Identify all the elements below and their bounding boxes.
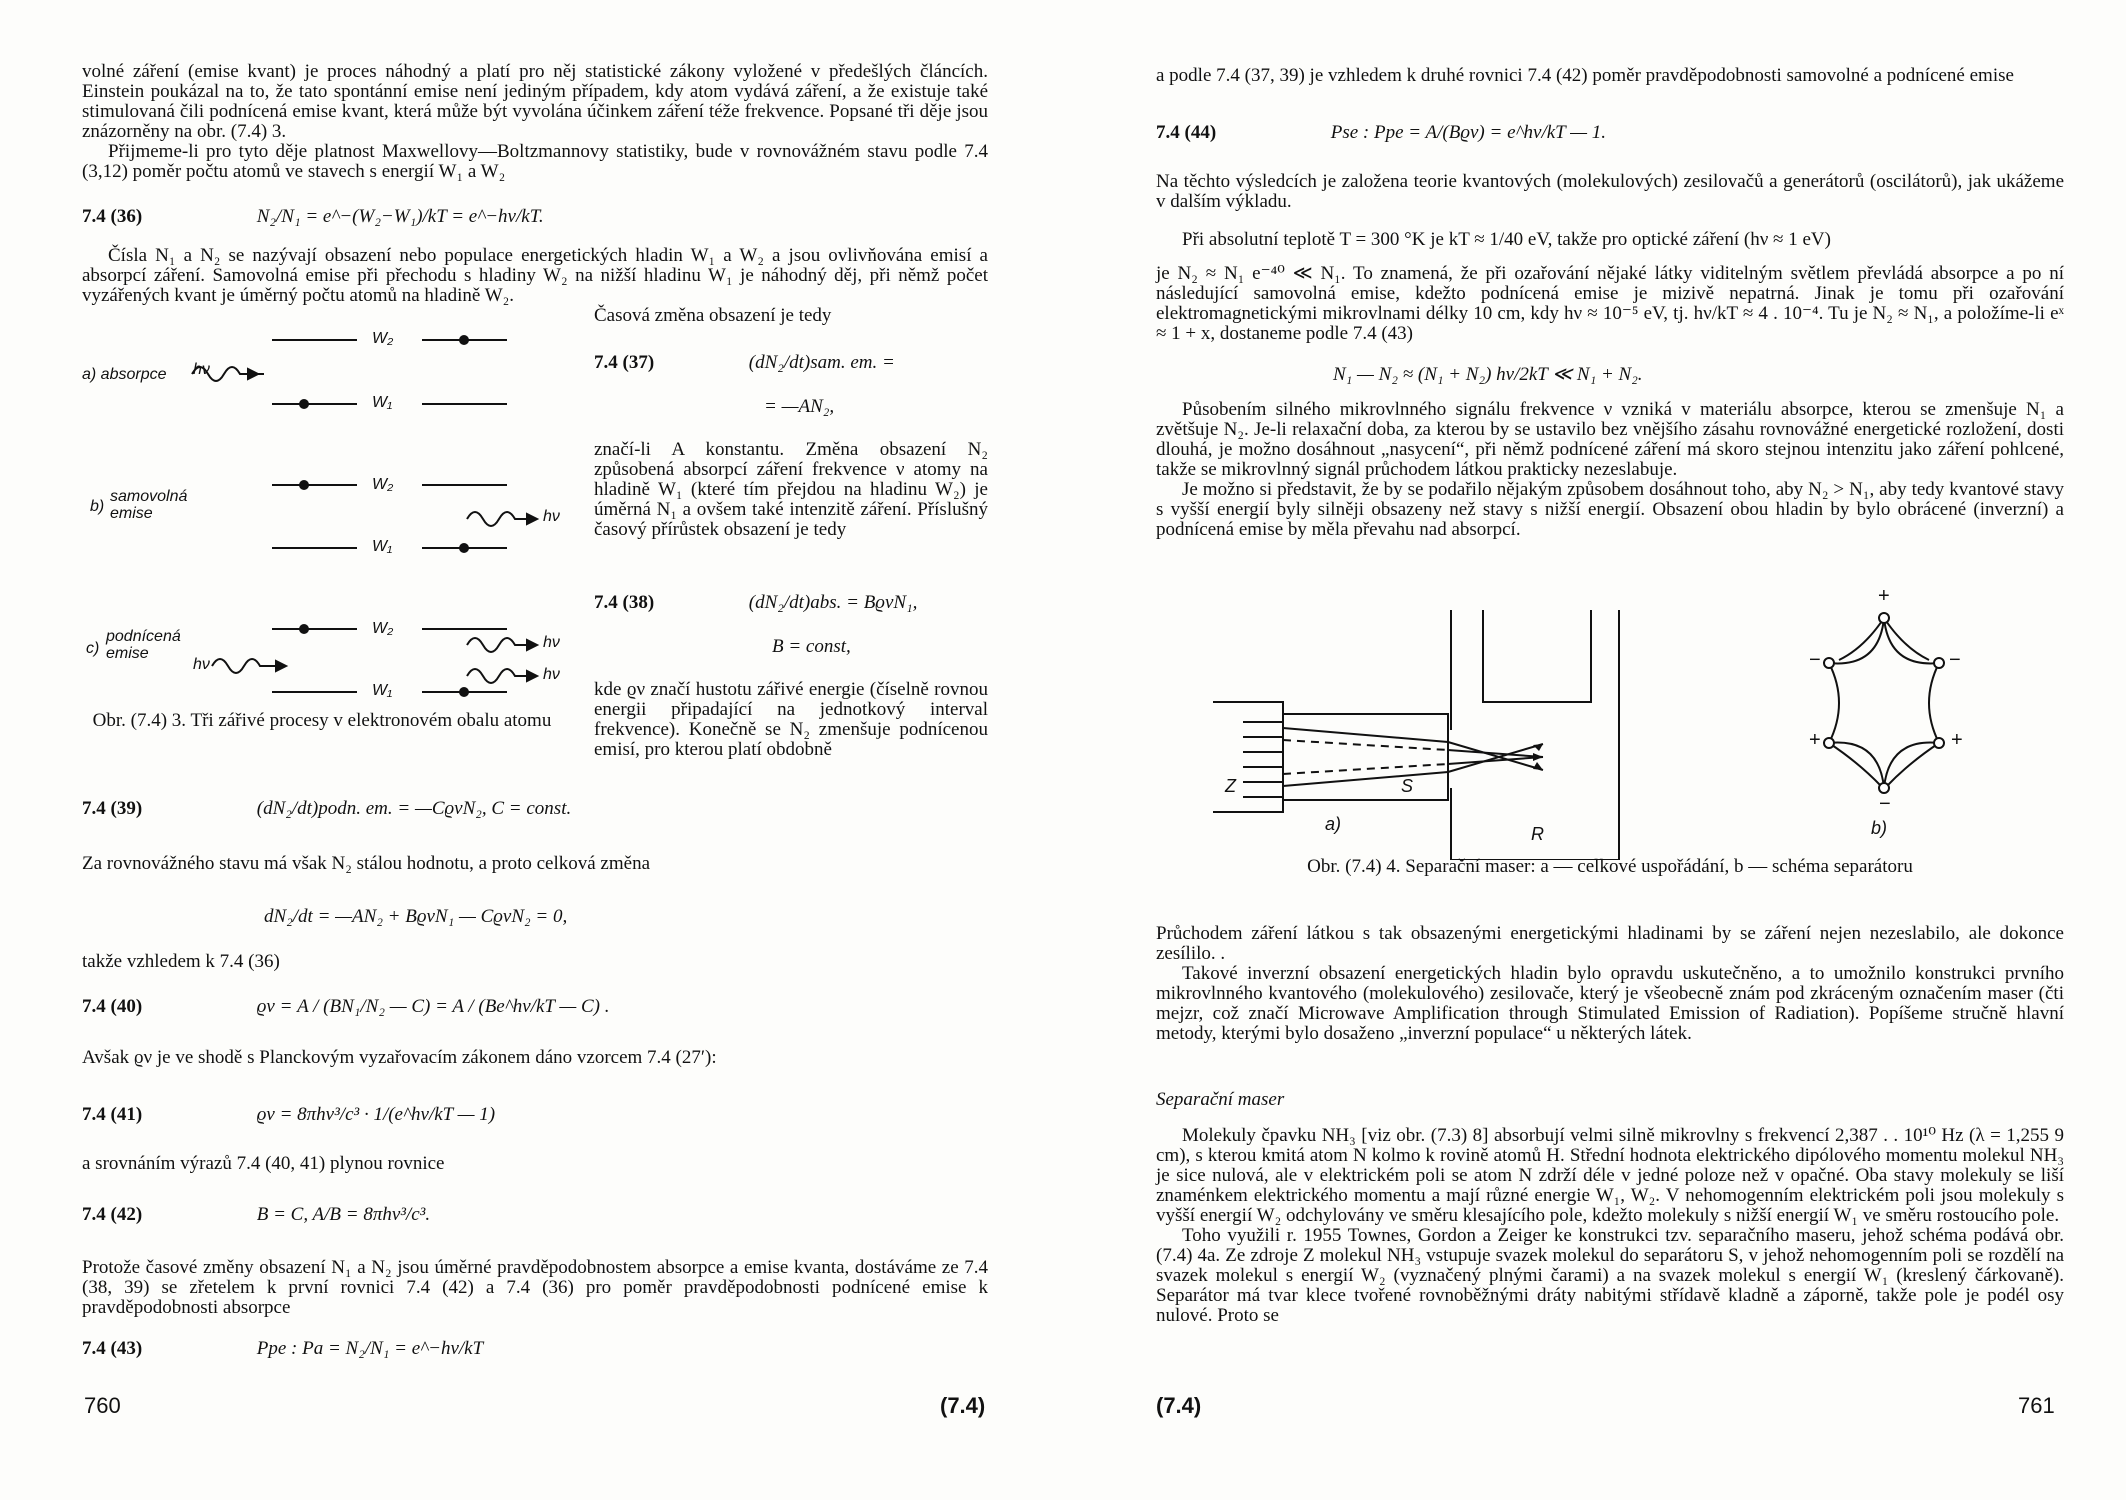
field-line: [1839, 618, 1884, 660]
equation-number: 7.4 (44): [1156, 122, 1217, 143]
equation-number: 7.4 (36): [82, 206, 143, 227]
right-para-3: Při absolutní teplotě T = 300 °K je kT ≈ 1/40 eV, takže pro optické záření (hν ≈ 1 eV): [1182, 229, 1831, 250]
arrow-icon: [527, 514, 537, 524]
arrow-icon: [276, 661, 286, 671]
right-para-2-block: [1156, 172, 2064, 212]
equation-expression: (dN₂/dt)podn. em. = —CϱνN₂, C = const.: [256, 798, 572, 819]
fig3-label-c1: podnícená: [106, 628, 181, 645]
equation-number: 7.4 (38): [594, 592, 655, 613]
atom-dot: [459, 335, 469, 345]
wire-plus-dot: [1879, 613, 1889, 623]
beam-solid-line: [1283, 728, 1448, 742]
equation-number: 7.4 (40): [82, 996, 143, 1017]
equation-43: [82, 1338, 483, 1360]
left-intro-block: [82, 62, 988, 182]
left-side-column-3: [594, 680, 988, 760]
equation-number: 7.4 (41): [82, 1104, 143, 1125]
beam-solid-line: [1283, 772, 1448, 786]
left-side-column-2: [594, 440, 988, 540]
photon-wave-icon: [467, 512, 535, 526]
atom-dot: [299, 399, 309, 409]
right-para-7: Průchodem záření látkou s tak obsazenými energetickými hladinami by se záření nejen nezeslabilo, ale dokonce zesílilo. .: [1156, 923, 2064, 964]
equation-expression: ϱν = 8πhν³/c³ · 1/(e^hν/kT — 1): [256, 1104, 496, 1125]
fig3-label-b1: samovolná: [110, 488, 188, 505]
right-para-9-block: [1156, 1126, 2064, 1326]
right-para-6: Je možno si představit, že by se podařilo nějakým způsobem dosáhnout toho, aby N₂ > N₁, aby tedy kvantové stavy s vyšší energií byly silněji obsazeny než stavy s nižší energií. Obsazení obou hladin by bylo obrácené (inverzní) a podnícená emise by měla převahu nad absorpcí.: [1156, 479, 2064, 540]
left-para-3b: Časová změna obsazení je tedy: [594, 305, 832, 326]
left-para-4: značí-li A konstantu. Změna obsazení N₂ způsobená absorpcí záření frekvence ν atomy na hladině W₁ (které tím přejdou na hladinu W₂) je úměrná N₁ a ovšem také intenzitě záření. Příslušný časový přírůstek obsazení je tedy: [594, 439, 988, 540]
fig3-label-c-letter: c): [86, 640, 100, 657]
equation-44: [1156, 122, 1606, 144]
arrow-icon: [1533, 762, 1543, 770]
fig4b-plus-left: +: [1809, 729, 1821, 751]
page-number-left: 760: [84, 1393, 121, 1418]
wire-plus-dot: [1824, 738, 1834, 748]
left-side-column: [594, 306, 988, 326]
right-para-1: a podle 7.4 (37, 39) je vzhledem k druhé rovnici 7.4 (42) poměr pravděpodobnosti samovolné a podnícené emise: [1156, 65, 2014, 86]
equation-42: [82, 1204, 430, 1226]
right-para-4-block: [1156, 264, 2064, 344]
equation-expression: (dN₂/dt)sam. em. =: [748, 352, 895, 373]
wire-plus-dot: [1934, 738, 1944, 748]
fig3-label-a: a) absorpce: [82, 366, 167, 383]
separator-field-lines: [1829, 618, 1939, 788]
left-para-8-block: [82, 1048, 988, 1068]
field-line: [1887, 743, 1939, 786]
left-para-6: Za rovnovážného stavu má však N₂ stálou hodnotu, a proto celková změna: [82, 853, 651, 874]
equation-number: 7.4 (37): [594, 352, 655, 373]
right-para-5: Působením silného mikrovlnného signálu frekvence ν vzniká v materiálu absorpce, kterou se zmenšuje N₁ a zvětšuje N₂. Je-li relaxační doba, za kterou by se ustavilo bez vnějšího zásahu rovnovážné energetické rozložení, dosti dlouhá, je možno dosáhnout „nasycení“, při němž podnícené záření má skoro stejnou intenzitu jako záření pohlcené, takže se mikrovlnný signál průchodem látkou prakticky nezeslabuje.: [1156, 399, 2064, 480]
fig4b-minus-left: −: [1809, 649, 1821, 671]
fig3-w1-label: W₁: [372, 682, 393, 699]
atom-dot: [299, 624, 309, 634]
equation-37: [594, 352, 895, 374]
right-page: [1063, 0, 2126, 1500]
right-para-10: Toho využili r. 1955 Townes, Gordon a Zeiger ke konstrukci tzv. separačního maseru, jehož schéma podává obr. (7.4) 4a. Ze zdroje Z molekul NH₃ vstupuje svazek molekul do separátoru S, v jehož nehomogenním poli se rozdělí na svazek molekul s energií W₂ (vyznačený plnými čarami) a na svazek molekul s energií W₁ (kreslený čárkovaně). Separátor má tvar klece tvořené rovnoběžnými dráty nabitými střídavě kladně a záporně, takže pole je podél osy nulové. Proto se: [1156, 1225, 2064, 1326]
photon-wave-icon: [467, 638, 535, 652]
fig4b-minus-bottom: −: [1879, 793, 1891, 815]
field-line: [1884, 618, 1929, 660]
beam-dashed-line: [1283, 764, 1448, 774]
figure-4-caption: Obr. (7.4) 4. Separační maser: a — celkové uspořádání, b — schéma separátoru: [1307, 856, 1913, 877]
left-populace-block: [82, 246, 988, 306]
equation-population-difference: N₁ — N₂ ≈ (N₁ + N₂) hν/2kT ≪ N₁ + N₂.: [1333, 364, 1643, 385]
left-para-6-block: [82, 854, 988, 874]
left-para-1: volné záření (emise kvant) je proces náhodný a platí pro něj statistické zákony vyložené v předešlých článcích. Einstein poukázal na to, že tato spontánní emise není jediným případem, kdy atom vydává záření, a že existuje také stimulovaná čili podnícená emise kvant, která může být vyvolána účinkem záření téže frekvence. Popsané tři děje jsou znázorněny na obr. (7.4) 3.: [82, 61, 988, 142]
fig3-w2-label: W₂: [372, 620, 394, 637]
arrow-icon: [248, 369, 258, 379]
fig3-hv-label: hν: [193, 361, 210, 378]
fig4-label-b: b): [1871, 818, 1888, 838]
left-para-5: kde ϱν značí hustotu zářivé energie (číselně rovnou energii připadající na jednotkový interval frekvence). Konečně se N₂ zmenšuje podnícenou emisí, pro kterou platí obdobně: [594, 679, 988, 760]
right-para-8: Takové inverzní obsazení energetických hladin bylo opravdu uskutečněno, a to umožnilo konstrukci prvního mikrovlnného kvantového (molekulového) zesilovače, který je všeobecně znám pod zkráceným označením maser (čti mejzr, což značí Microwave Amplification through Stimulated Emission of Radiation). Popíšeme stručně hlavní metody, kterými bylo dosaženo „inverzní populace“ u některých látek.: [1156, 963, 2064, 1044]
left-para-7: takže vzhledem k 7.4 (36): [82, 951, 280, 972]
fig4-label-a: a): [1325, 814, 1342, 834]
equation-40: [82, 996, 610, 1018]
figure-4b-separator-schema: [1769, 585, 1999, 818]
equation-expression: ϱν = A / (BN₁/N₂ — C) = A / (Be^hν/kT — C) .: [256, 996, 610, 1017]
equation-number: 7.4 (43): [82, 1338, 143, 1359]
fig3-label-b2: emise: [110, 505, 153, 522]
left-para-3: Čísla N₁ a N₂ se nazývají obsazení nebo populace energetických hladin W₁ a W₂ a jsou ovlivňována emisí a absorpcí záření. Samovolná emise při přechodu s hladiny W₂ na nižší hladinu W₁ je náhodný děj, při němž počet vyzářených kvant je úměrný počtu atomů na hladině W₂.: [82, 245, 988, 306]
section-marker-right: (7.4): [1156, 1393, 1202, 1418]
figure-4a-maser-arrangement: [1213, 610, 1733, 860]
fig3-w2-label: W₂: [372, 476, 394, 493]
section-heading: Separační maser: [1156, 1089, 1285, 1110]
fig4b-plus-top: +: [1878, 585, 1890, 607]
fig3-hv-label: hν: [543, 666, 560, 683]
fig3-hv-label: hν: [543, 508, 560, 525]
right-para-2: Na těchto výsledcích je založena teorie kvantových (molekulových) zesilovačů a generátorů (oscilátorů), jak ukážeme v dalším výkladu.: [1156, 171, 2064, 212]
fig3-w1-label: W₁: [372, 394, 393, 411]
left-para-8: Avšak ϱν je ve shodě s Planckovým vyzařovacím zákonem dáno vzorcem 7.4 (27′):: [82, 1047, 717, 1068]
equation-expression: B = C, A/B = 8πhν³/c³.: [256, 1204, 431, 1225]
fig4-label-r: R: [1531, 824, 1544, 844]
right-para-4: je N₂ ≈ N₁ e⁻⁴⁰ ≪ N₁. To znamená, že při ozařování nějaké látky viditelným světlem převládá absorpce a po ní následující samovolná emise, kdežto podnícená emise je mizivě nepatrná. Jinak je tomu při ozařování elektromagnetickými mikrovlnami délky 10 cm, kdy hν ≈ 10⁻⁵ eV, tj. hν/kT ≈ 4 . 10⁻⁴. Tu je N₂ ≈ N₁, a položíme-li eˣ ≈ 1 + x, dostaneme podle 7.4 (43): [1156, 263, 2064, 344]
atom-dot: [459, 687, 469, 697]
equation-38-continuation: B = const,: [772, 636, 851, 657]
beam-dashed-line: [1283, 740, 1448, 750]
right-para-7-block: [1156, 924, 2064, 1044]
right-para-5-block: [1156, 400, 2064, 540]
wire-minus-dot: [1934, 658, 1944, 668]
equation-number: 7.4 (39): [82, 798, 143, 819]
field-line: [1829, 743, 1881, 786]
fig3-label-c2: emise: [106, 645, 149, 662]
fig4b-plus-right: +: [1951, 729, 1963, 751]
resonator-r-outline: [1451, 610, 1619, 860]
atom-dot: [459, 543, 469, 553]
fig3-hv-label: hν: [193, 656, 210, 673]
left-para-10-block: [82, 1258, 988, 1318]
equation-38: [594, 592, 917, 614]
photon-wave-icon: [212, 659, 284, 673]
fig4-label-z: Z: [1225, 776, 1236, 796]
arrow-icon: [1533, 753, 1543, 761]
resonator-inner-wall: [1483, 610, 1591, 702]
left-para-2: Přijmeme-li pro tyto děje platnost Maxwellovy—Boltzmannovy statistiky, bude v rovnovážném stavu podle 7.4 (3,12) poměr počtu atomů ve stavech s energií W₁ a W₂: [82, 141, 988, 182]
left-para-9-block: [82, 1154, 988, 1174]
equation-expression: N₂/N₁ = e^−(W₂−W₁)/kT = e^−hν/kT.: [256, 206, 544, 227]
equation-expression: Ppe : Pa = N₂/N₁ = e^−hν/kT: [256, 1338, 484, 1359]
equation-number: 7.4 (42): [82, 1204, 143, 1225]
equation-expression: (dN₂/dt)abs. = BϱνN₁,: [748, 592, 918, 613]
equation-balance: dN₂/dt = —AN₂ + BϱνN₁ — CϱνN₂ = 0,: [264, 906, 568, 927]
figure-3-caption: Obr. (7.4) 3. Tři zářivé procesy v elektronovém obalu atomu: [92, 710, 552, 731]
arrow-icon: [527, 671, 537, 681]
wire-minus-dot: [1879, 783, 1889, 793]
arrow-icon: [527, 640, 537, 650]
fig4b-minus-right: −: [1949, 649, 1961, 671]
section-marker-left: (7.4): [940, 1393, 986, 1418]
equation-37-continuation: = —AN₂,: [764, 396, 835, 417]
right-para-3-block: [1156, 230, 2064, 250]
photon-wave-icon: [467, 669, 535, 683]
fig3-label-b-letter: b): [90, 498, 105, 515]
left-para-7-block: [82, 952, 988, 972]
fig4-label-s: S: [1401, 776, 1414, 796]
left-para-9: a srovnáním výrazů 7.4 (40, 41) plynou rovnice: [82, 1153, 445, 1174]
fig3-hv-label: hν: [543, 634, 560, 651]
atom-dot: [299, 480, 309, 490]
source-z-outline: [1213, 702, 1283, 812]
separator-s-outline: [1283, 714, 1448, 800]
left-para-10: Protože časové změny obsazení N₁ a N₂ jsou úměrné pravděpodobnostem absorpce a emise kvanta, dostáváme ze 7.4 (38, 39) se zřetelem k první rovnici 7.4 (42) a 7.4 (36) pro poměr pravděpodobnosti podnícené emise k pravděpodobnosti absorpce: [82, 1257, 988, 1318]
right-para-9: Molekuly čpavku NH₃ [viz obr. (7.3) 8] absorbují velmi silně mikrovlny s frekvencí 2,387 . . 10¹⁰ Hz (λ = 1,255 9 cm), s kterou kmitá atom N kolmo k rovině atomů H. Střední hodnota elektrického dipólového momentu molekul NH₃ je sice nulová, ale v elektrickém poli se atom N zdrží déle v jedné poloze než v opačné. Oba stavy molekuly se liší znaménkem elektrického momentu a mají různé energie W₁, W₂. V nehomogenním elektrickém poli jsou molekuly s vyšší energií W₂ odchylovány ve směru klesajícího pole, kdežto molekuly s nižší energií W₁ ve směru rostoucího pole.: [1156, 1125, 2064, 1226]
wire-minus-dot: [1824, 658, 1834, 668]
page-number-right: 761: [2018, 1393, 2055, 1418]
fig3-w1-label: W₁: [372, 538, 393, 555]
equation-39: [82, 798, 571, 820]
fig3-w2-label: W₂: [372, 330, 394, 347]
equation-expression: Pse : Ppe = A/(Bϱν) = e^hν/kT — 1.: [1330, 122, 1607, 143]
equation-41: [82, 1104, 495, 1126]
right-intro-block: [1156, 66, 2064, 86]
equation-36: [82, 206, 544, 228]
